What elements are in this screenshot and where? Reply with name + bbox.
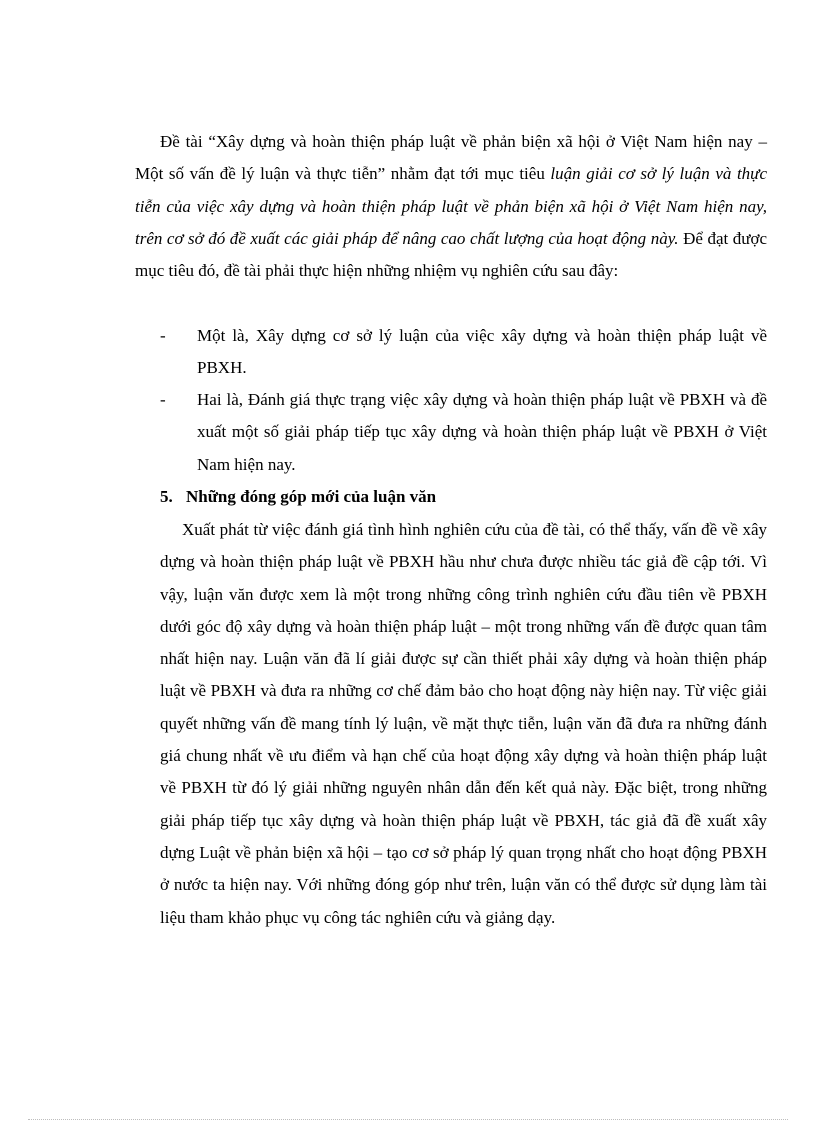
task-item-1 [135, 320, 767, 385]
page-bottom-rule [28, 1119, 788, 1120]
bullet-dash: - [160, 326, 166, 345]
section-number: 5. [160, 487, 173, 506]
objective-tail: Để đạt được mục tiêu đó, đề tài phải thực hiện những nhiệm vụ nghiên cứu sau đây: [135, 228, 767, 281]
task-item-2 [135, 384, 767, 481]
objective-italic: luận giải cơ sở lý luận và thực tiễn của việc xây dựng và hoàn thiện pháp luật về phản biện xã hội ở Việt Nam hiện nay, trên cơ sở đó đề xuất các giải pháp để nâng cao chất lượng của hoạt động này. [135, 164, 767, 248]
contributions-paragraph: Xuất phát từ việc đánh giá tình hình nghiên cứu của đề tài, có thể thấy, vấn đề về xây dựng và hoàn thiện pháp luật về PBXH hầu như chưa được nhiều tác giả đề cập tới. Vì vậy, luận văn được xem là một trong những công trình nghiên cứu đầu tiên về PBXH dưới góc độ xây dựng và hoàn thiện pháp luật – một trong những vấn đề được quan tâm nhất hiện nay. Luận văn đã lí giải được sự cần thiết phải xây dựng và hoàn thiện pháp luật về PBXH và đưa ra những cơ chế đảm bảo cho hoạt động này hiện nay. Từ việc giải quyết những vấn đề mang tính lý luận, về mặt thực tiễn, luận văn đã đưa ra những đánh giá chung nhất về ưu điểm và hạn chế của hoạt động xây dựng và hoàn thiện pháp luật về PBXH từ đó lý giải những nguyên nhân dẫn đến kết quả này. Đặc biệt, trong những giải pháp tiếp tục xây dựng và hoàn thiện pháp luật về PBXH, tác giả đã đề xuất xây dựng Luật về phản biện xã hội – tạo cơ sở pháp lý quan trọng nhất cho hoạt động PBXH ở nước ta hiện nay. Với những đóng góp như trên, luận văn có thể được sử dụng làm tài liệu tham khảo phục vụ công tác nghiên cứu và giảng dạy. [160, 520, 767, 927]
section-heading [160, 481, 436, 513]
task-text-2: Hai là, Đánh giá thực trạng việc xây dựng và hoàn thiện pháp luật về PBXH và đề xuất một số giải pháp tiếp tục xây dựng và hoàn thiện pháp luật về PBXH ở Việt Nam hiện nay. [197, 390, 767, 474]
objective-paragraph [135, 126, 767, 287]
section-title: Những đóng góp mới của luận văn [186, 487, 437, 506]
bullet-dash: - [160, 390, 166, 409]
objective-lead: Đề tài “Xây dựng và hoàn thiện pháp luật về phản biện xã hội ở Việt Nam hiện nay – Một số vấn đề lý luận và thực tiễn” nhằm đạt tới mục tiêu [135, 132, 767, 184]
task-text-1: Một là, Xây dựng cơ sở lý luận của việc xây dựng và hoàn thiện pháp luật về PBXH. [197, 326, 767, 378]
